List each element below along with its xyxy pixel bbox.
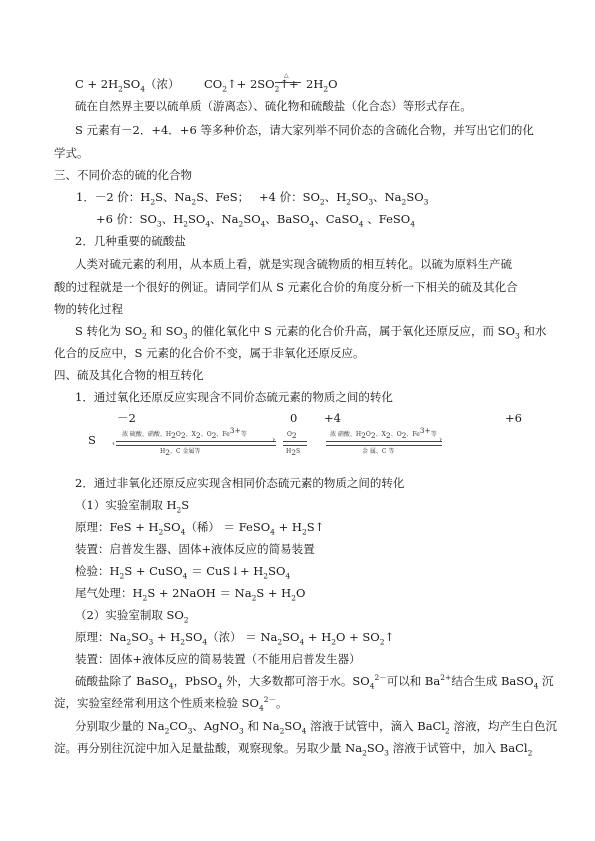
valence-label-0: 0 xyxy=(290,411,298,425)
arrow3-backward-line xyxy=(326,445,442,446)
heat-condition: △ xyxy=(284,72,289,79)
paragraph-sulfate-solubility-2: 淀，实验室经常利用这个性质来检验 $SO_4^{2-}$。 xyxy=(54,695,288,713)
arrow1-conditions-top: 浓 硫酸、硝酸、$H_2O_2$、$X_2$、$O_2$、$Fe^{3+}$等 xyxy=(122,426,247,441)
paragraph-oxidation-2: 化合的反应中，S 元素的化合价不变，属于非氧化还原反应。 xyxy=(54,346,365,360)
paragraph-experiment-1: 分别取少量的 $Na_2CO_3$、AgNO$_3$ 和 $Na_2SO_4$ 溶液于试管中，滴入 BaCl$_2$ 溶液，均产生白色沉 xyxy=(75,719,557,736)
paragraph-sulfur-in-nature: 硫在自然界主要以硫单质（游离态）、硫化物和硫酸盐（化合态）等形式存在。 xyxy=(75,99,472,113)
arrow1-forward-head: › xyxy=(272,435,276,444)
equation-carbon-sulfuric-acid-products: $CO_2↑+$ $2SO_2↑+$ xyxy=(204,77,299,94)
valence-plus4-list: +4 价：$SO_2$、$H_2SO_3$、$Na_2SO_3$ xyxy=(259,190,429,207)
h2s-tail-gas: 尾气处理：$H_2S$ + 2NaOH ＝ $Na_2S + H_2O$ xyxy=(75,586,306,603)
arrow1-backward-head: ‹ xyxy=(112,439,116,448)
arrow3-forward-line xyxy=(326,441,442,442)
h2s-test: 检验：$H_2S$ + CuSO$_4$ ＝ CuS↓+ $H_2SO_4$ xyxy=(75,564,291,581)
paragraph-sulfate-solubility-1: 硫酸盐除了 BaSO$_4$，PbSO$_4$ 外，大多数都可溶于水。$SO_4^{2-}$可以和 $Ba^{2+}$结合生成 BaSO$_4$ 沉 xyxy=(75,673,554,691)
subheading-sulfates: 2．几种重要的硫酸盐 xyxy=(75,234,186,248)
section-heading-4: 四、硫及其化合物的相互转化 xyxy=(54,368,204,382)
arrow3-conditions-top: 浓 硝酸、$H_2O_2$、$X_2$、$O_2$、$Fe^{3+}$等 xyxy=(330,426,437,441)
h2s-apparatus: 装置：启普发生器、固体+液体反应的简易装置 xyxy=(75,542,315,556)
equation-carbon-sulfuric-acid-reactants: $C + 2H_2SO_4$（浓） xyxy=(75,77,180,94)
subheading-redox-conversion: 1．通过氧化还原反应实现含不同价态硫元素的物质之间的转化 xyxy=(75,390,393,404)
valence-label-plus6: +6 xyxy=(505,411,522,425)
paragraph-utilization-3: 物的转化过程 xyxy=(54,302,123,316)
so2-apparatus: 装置：固体+液体反应的简易装置（不能用启普发生器） xyxy=(75,652,361,666)
arrow1-backward-line xyxy=(116,445,276,446)
subheading-prepare-h2s: （1）实验室制取 $H_2S$ xyxy=(75,498,190,515)
paragraph-oxidation-1: S 转化为 $SO_2$ 和 $SO_3$ 的催化氧化中 S 元素的化合价升高，属于氧化还原反应，而 $SO_3$ 和水 xyxy=(75,324,547,341)
paragraph-valence-prompt-cont: 学式。 xyxy=(54,146,89,160)
h2s-principle: 原理：FeS + $H_2SO_4$（稀） ＝ FeSO$_4$ + $H_2S↑$ xyxy=(75,520,325,537)
subheading-prepare-so2: （2）实验室制取 $SO_2$ xyxy=(75,608,189,625)
arrow2-backward-line xyxy=(283,445,307,446)
arrow2-forward-line xyxy=(283,441,307,442)
arrow1-forward-line xyxy=(116,441,276,442)
arrow1-conditions-bottom: $H_2$、C 金属等 xyxy=(160,448,201,458)
valence-minus2-list: 1．－2 价：$H_2S$、$Na_2S$、FeS； xyxy=(76,190,250,207)
reaction-arrow-line xyxy=(275,82,301,83)
section-heading-3: 三、不同价态的硫的化合物 xyxy=(54,168,192,182)
so2-principle: 原理：$Na_2SO_3 + H_2SO_4$（浓） ＝ $Na_2SO_4 + H_2O$ + $SO_2↑$ xyxy=(75,630,395,647)
valence-label-plus4: +4 xyxy=(324,411,341,425)
valence-label-minus2: －2 xyxy=(117,411,136,425)
sulfur-symbol: S xyxy=(88,433,96,447)
equation-carbon-sulfuric-acid-water: $2H_2O$ xyxy=(306,77,338,94)
valence-plus6-list: +6 价：$SO_3$、$H_2SO_4$、$Na_2SO_4$、BaSO$_4$、CaSO$_4$ 、FeSO$_4$ xyxy=(96,212,415,229)
paragraph-utilization-2: 酸的过程就是一个很好的例证。请同学们从 S 元素化合价的角度分析一下相关的硫及其化合 xyxy=(54,280,518,294)
paragraph-experiment-2: 淀。再分别往沉淀中加入足量盐酸，观察现象。另取少量 $Na_2SO_3$ 溶液于试管中，加入 BaCl$_2$ xyxy=(54,741,533,758)
subheading-non-redox-conversion: 2．通过非氧化还原反应实现含相同价态硫元素的物质之间的转化 xyxy=(75,476,405,490)
arrow3-forward-head: › xyxy=(439,435,443,444)
paragraph-valence-prompt: S 元素有－2．+4．+6 等多种价态，请大家列举不同价态的含硫化合物，并写出它们的化 xyxy=(75,123,534,137)
arrow2-conditions-top: $O_2$ xyxy=(287,431,297,441)
arrow3-conditions-bottom: 金 属、C 等 xyxy=(362,448,395,455)
paragraph-utilization-1: 人类对硫元素的利用，从本质上看，就是实现含硫物质的相互转化。以硫为原料生产硫 xyxy=(75,257,512,271)
arrow2-conditions-bottom: $H_2S$ xyxy=(286,448,301,458)
